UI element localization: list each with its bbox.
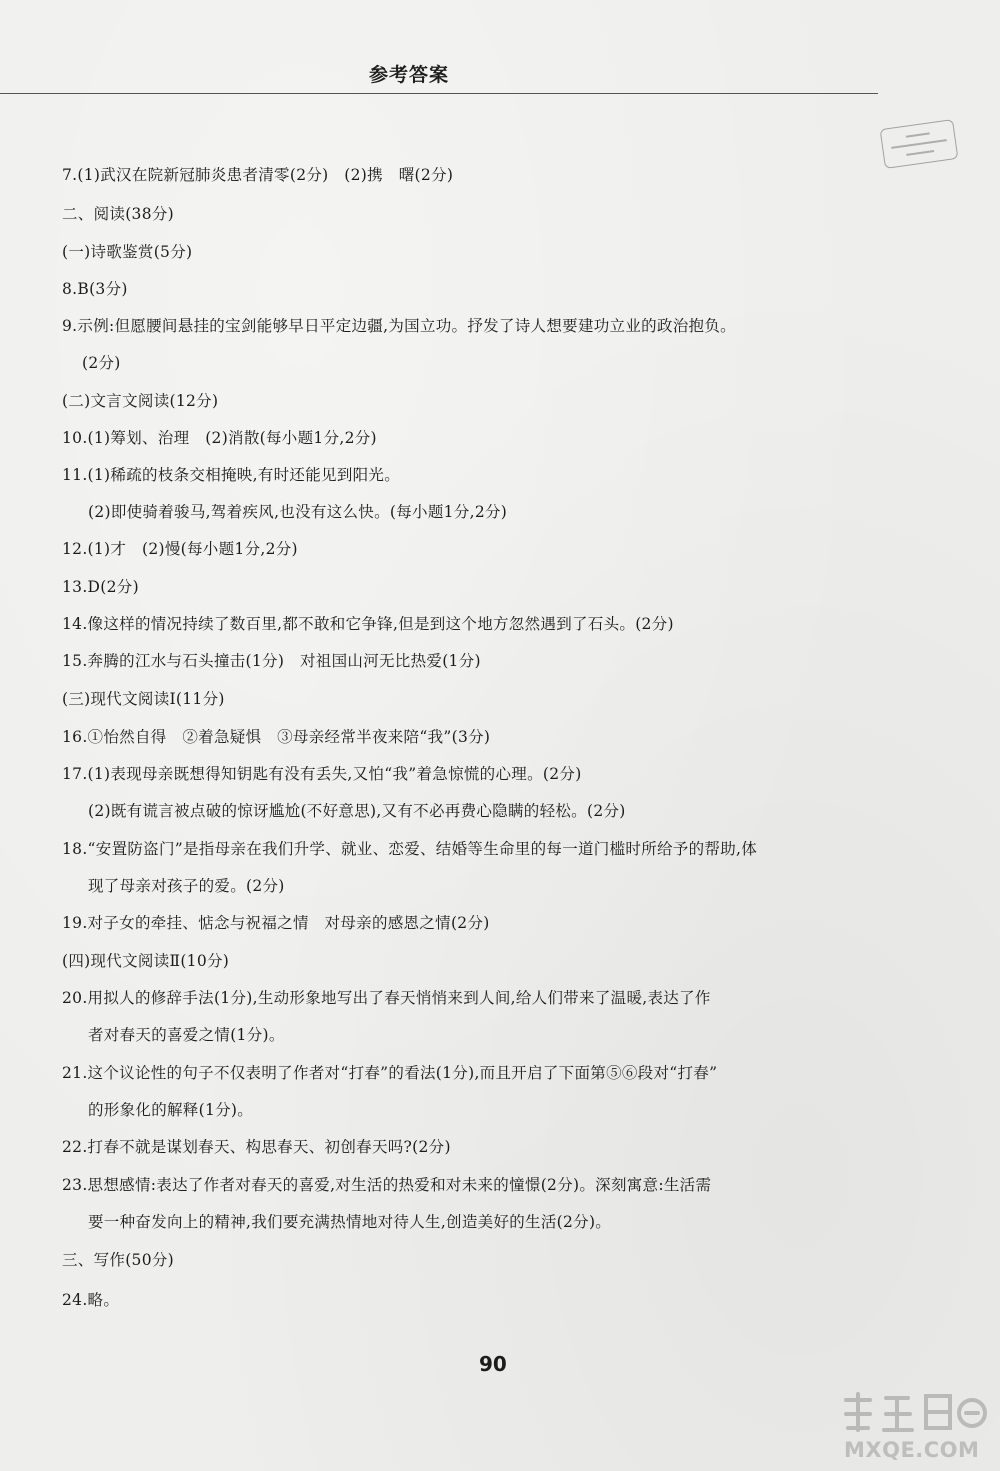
answer-line: 7.(1)武汉在院新冠肺炎患者清零(2分) (2)携 曙(2分) xyxy=(62,166,454,184)
answer-line: (2)即使骑着骏马,驾着疾风,也没有这么快。(每小题1分,2分) xyxy=(88,503,508,521)
answer-line: 16.①怡然自得 ②着急疑惧 ③母亲经常半夜来陪“我”(3分) xyxy=(62,728,491,746)
answer-line: 要一种奋发向上的精神,我们要充满热情地对待人生,创造美好的生活(2分)。 xyxy=(88,1213,612,1231)
subsection-heading: (四)现代文阅读Ⅱ(10分) xyxy=(62,952,230,970)
answer-line: 12.(1)才 (2)慢(每小题1分,2分) xyxy=(62,540,298,558)
answer-line: 18.“安置防盗门”是指母亲在我们升学、就业、恋爱、结婚等生命里的每一道门槛时所给予的帮助,体 xyxy=(62,840,758,858)
answer-line: 22.打春不就是谋划春天、构思春天、初创春天吗?(2分) xyxy=(62,1138,451,1156)
section-heading: 二、阅读(38分) xyxy=(62,205,175,223)
answer-line: 9.示例:但愿腰间悬挂的宝剑能够早日平定边疆,为国立功。抒发了诗人想要建功立业的政治抱负。 xyxy=(62,317,736,335)
subsection-heading: (三)现代文阅读Ⅰ(11分) xyxy=(62,690,225,708)
header-divider xyxy=(0,93,878,94)
answer-line: 现了母亲对孩子的爱。(2分) xyxy=(88,877,285,895)
answer-line: 13.D(2分) xyxy=(62,578,139,596)
section-heading: 三、写作(50分) xyxy=(62,1251,175,1269)
page-number: 90 xyxy=(479,1352,507,1376)
answer-line: 14.像这样的情况持续了数百里,都不敢和它争锋,但是到这个地方忽然遇到了石头。(2分) xyxy=(62,615,674,633)
answer-line: 者对春天的喜爱之情(1分)。 xyxy=(88,1026,285,1044)
page-header-title: 参考答案 xyxy=(369,64,450,86)
corner-stamp-icon xyxy=(880,119,959,169)
answer-line: 24.略。 xyxy=(62,1291,120,1309)
subsection-heading: (二)文言文阅读(12分) xyxy=(62,392,219,410)
answer-line: 10.(1)筹划、治理 (2)消散(每小题1分,2分) xyxy=(62,429,377,447)
answer-line: (2)既有谎言被点破的惊讶尴尬(不好意思),又有不必再费心隐瞒的轻松。(2分) xyxy=(88,802,626,820)
answer-line: 21.这个议论性的句子不仅表明了作者对“打春”的看法(1分),而且开启了下面第⑤⑥段对“打春” xyxy=(62,1064,718,1082)
answer-line: (2分) xyxy=(82,354,121,372)
site-watermark xyxy=(838,1388,993,1466)
answer-line: 11.(1)稀疏的枝条交相掩映,有时还能见到阳光。 xyxy=(62,466,401,484)
answer-line: 20.用拟人的修辞手法(1分),生动形象地写出了春天悄悄来到人间,给人们带来了温暖,表达了作 xyxy=(62,989,711,1007)
answer-line: 17.(1)表现母亲既想得知钥匙有没有丢失,又怕“我”着急惊慌的心理。(2分) xyxy=(62,765,582,783)
watermark-logo-icon xyxy=(838,1388,988,1438)
answer-line: 的形象化的解释(1分)。 xyxy=(88,1101,254,1119)
answer-line: 15.奔腾的江水与石头撞击(1分) 对祖国山河无比热爱(1分) xyxy=(62,652,481,670)
subsection-heading: (一)诗歌鉴赏(5分) xyxy=(62,243,193,261)
watermark-text: MXQE.COM xyxy=(844,1438,980,1462)
answer-line: 8.B(3分) xyxy=(62,280,128,298)
answer-line: 23.思想感情:表达了作者对春天的喜爱,对生活的热爱和对未来的憧憬(2分)。深刻寓意:生活需 xyxy=(62,1176,712,1194)
answer-line: 19.对子女的牵挂、惦念与祝福之情 对母亲的感恩之情(2分) xyxy=(62,914,490,932)
